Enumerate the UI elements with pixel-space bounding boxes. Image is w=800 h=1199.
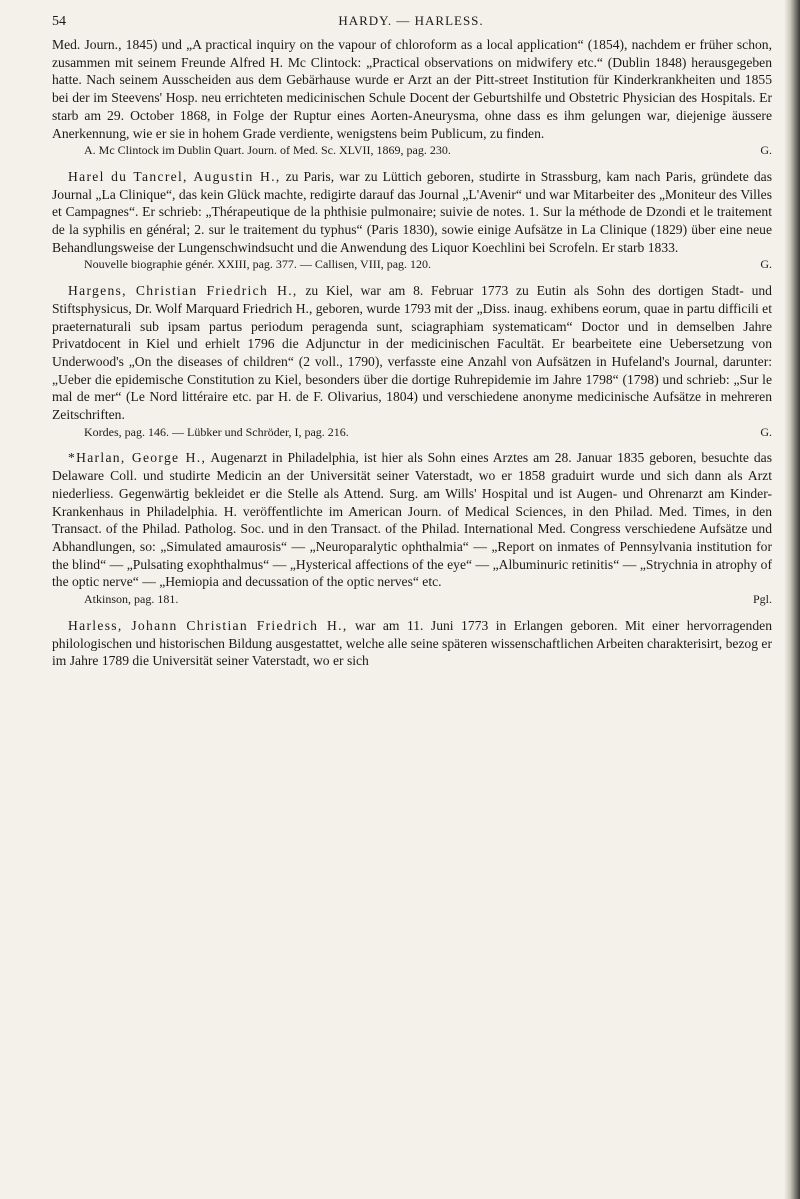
entry-harless bbox=[52, 617, 772, 670]
reference-text: A. Mc Clintock im Dublin Quart. Journ. of Med. Sc. XLVII, 1869, pag. 230. bbox=[84, 143, 451, 158]
entry-harlan-reference bbox=[52, 591, 772, 609]
entry-hardy-continuation: Med. Journ., 1845) und „A practical inquiry on the vapour of chloroform as a local application“ (1854), nachdem er früher schon, zusammen mit seinem Freunde Alfred H. Mc Clintock: „Practical observations on midwifery etc.“ (Dublin 1848) herausgegeben hatte. Nach seinem Ausscheiden aus dem Gebärhause wurde er Arzt an der Pitt-street Institution für Kinderkrankheiten und 1855 bei der im Steevens' Hosp. neu errichteten medicinischen Schule Docent der Geburtshilfe und Obstetric Physician des Hospitals. Er starb am 29. October 1868, in Folge der Ruptur eines Aorten-Aneurysma, ohne dass es ihm gelungen war, diejenige äussere Anerkennung, wie er sie in hohem Grade verdiente, wenigstens beim Publicum, zu finden. bbox=[52, 37, 772, 141]
author-mark: G. bbox=[760, 424, 772, 439]
entry-harless-name: Harless, Johann Christian Friedrich H., bbox=[68, 617, 348, 633]
page-body bbox=[52, 36, 772, 670]
entry-harlan-name: *Harlan, George H., bbox=[68, 450, 207, 466]
entry-harel-name: Harel du Tancrel, Augustin H., bbox=[68, 168, 281, 184]
entry-hargens-name: Hargens, Christian Friedrich H., bbox=[68, 283, 298, 299]
entry-hargens-text: zu Kiel, war am 8. Februar 1773 zu Eutin als Sohn des dortigen Stadt- und Stiftsphysicus, Dr. Wolf Marquard Friedrich H., geboren, wurde 1793 mit der „Diss. inaug. exhibens eorum, quae in partu difficili et praeternaturali sub ipsam partus periodum peragenda sunt, sciagraphiam systematicam“ Doctor und in demselben Jahre Privatdocent in Kiel und erhielt 1796 die Adjunctur in der medicinischen Facultät. Er bearbeitete eine Uebersetzung von Underwood's „On the diseases of children“ (2 voll., 1790), verfasste eine Anzahl von Aufsätzen in Hufeland's Journal, darunter: „Ueber die epidemische Constitution zu Kiel, besonders über die dortige Ruhrepidemie im Jahre 1798“ (1798) und schrieb: „Sur le mal de mer“ (Le Nord littéraire etc. par H. de F. Olivarius, 1804) und verschiedene anonyme medicinische Aufsätze in mehreren Zeitschriften. bbox=[52, 283, 772, 423]
entry-harel-text: zu Paris, war zu Lüttich geboren, studirte in Strassburg, kam nach Paris, gründete das Journal „La Clinique“, das kein Glück machte, redigirte darauf das Journal „L'Avenir“ und war Mitarbeiter des „Moniteur des Villes et Campagnes“. Er schrieb: „Thérapeutique de la phthisie pulmonaire; suivie de notes. 1. Sur la méthode de Dzondi et le traitement de la syphilis en général; 2. sur le traitement du typhus“ (Paris 1830), sowie einige Aufsätze in La Clinique (1829) über eine neue Behandlungsweise der Lungenschwindsucht und die Anwendung des Liquor Koechlini bei Scrofeln. Er starb 1833. bbox=[52, 168, 772, 255]
author-mark: G. bbox=[760, 143, 772, 158]
entry-harless-text: war am 11. Juni 1773 in Erlangen geboren. Mit einer hervorragenden philologischen und historischen Bildung ausgestattet, welche alle seine späteren wissenschaftlichen Arbeiten charakterisirt, bezog er im Jahre 1789 die Universität seiner Vaterstadt, wo er sich bbox=[52, 617, 772, 669]
entry-harlan bbox=[52, 449, 772, 591]
page-edge-shadow bbox=[784, 0, 800, 1199]
page-header bbox=[52, 10, 770, 34]
reference-text: Atkinson, pag. 181. bbox=[84, 592, 179, 607]
entry-hardy-reference bbox=[52, 142, 772, 160]
author-mark: Pgl. bbox=[752, 592, 772, 607]
entry-harel bbox=[52, 168, 772, 257]
entry-harlan-text: Augenarzt in Philadelphia, ist hier als Sohn eines Arztes am 28. Januar 1835 geboren, besuchte das Delaware Coll. und studirte Medicin an der Universität seiner Vaterstadt, wo er 1858 graduirt wurde und sich dann als Arzt niederliess. Gegenwärtig bekleidet er die Stelle als Attend. Surg. am Wills' Hospital und ist Augen- und Ohrenarzt am Kinder-Krankenhaus in Philadelphia. H. veröffentlichte im American Journ. of Medical Sciences, in den Philad. Med. Times, in den Transact. of the Philad. Patholog. Soc. und in den Transact. of the Philad. International Med. Congress verschiedene Aufsätze und Abhandlungen, so: „Simulated amaurosis“ — „Neuroparalytic ophthalmia“ — „Report on inmates of Pennsylvania institution for the blind“ — „Pulsating exophthalmus“ — „Hysterical affections of the eye“ — „Albuminuric retinitis“ — „Strychnia in atrophy of the optic nerve“ — „Hemiopia and decussation of the optic nerves“ etc. bbox=[52, 450, 772, 590]
entry-hargens bbox=[52, 282, 772, 424]
running-head: HARDY. — HARLESS. bbox=[338, 13, 484, 28]
reference-text: Kordes, pag. 146. — Lübker und Schröder, I, pag. 216. bbox=[84, 424, 349, 439]
reference-text: Nouvelle biographie génér. XXIII, pag. 377. — Callisen, VIII, pag. 120. bbox=[84, 257, 432, 272]
entry-harel-reference bbox=[52, 256, 772, 274]
entry-hargens-reference bbox=[52, 424, 772, 442]
author-mark: G. bbox=[760, 257, 772, 272]
page-number: 54 bbox=[52, 14, 66, 29]
